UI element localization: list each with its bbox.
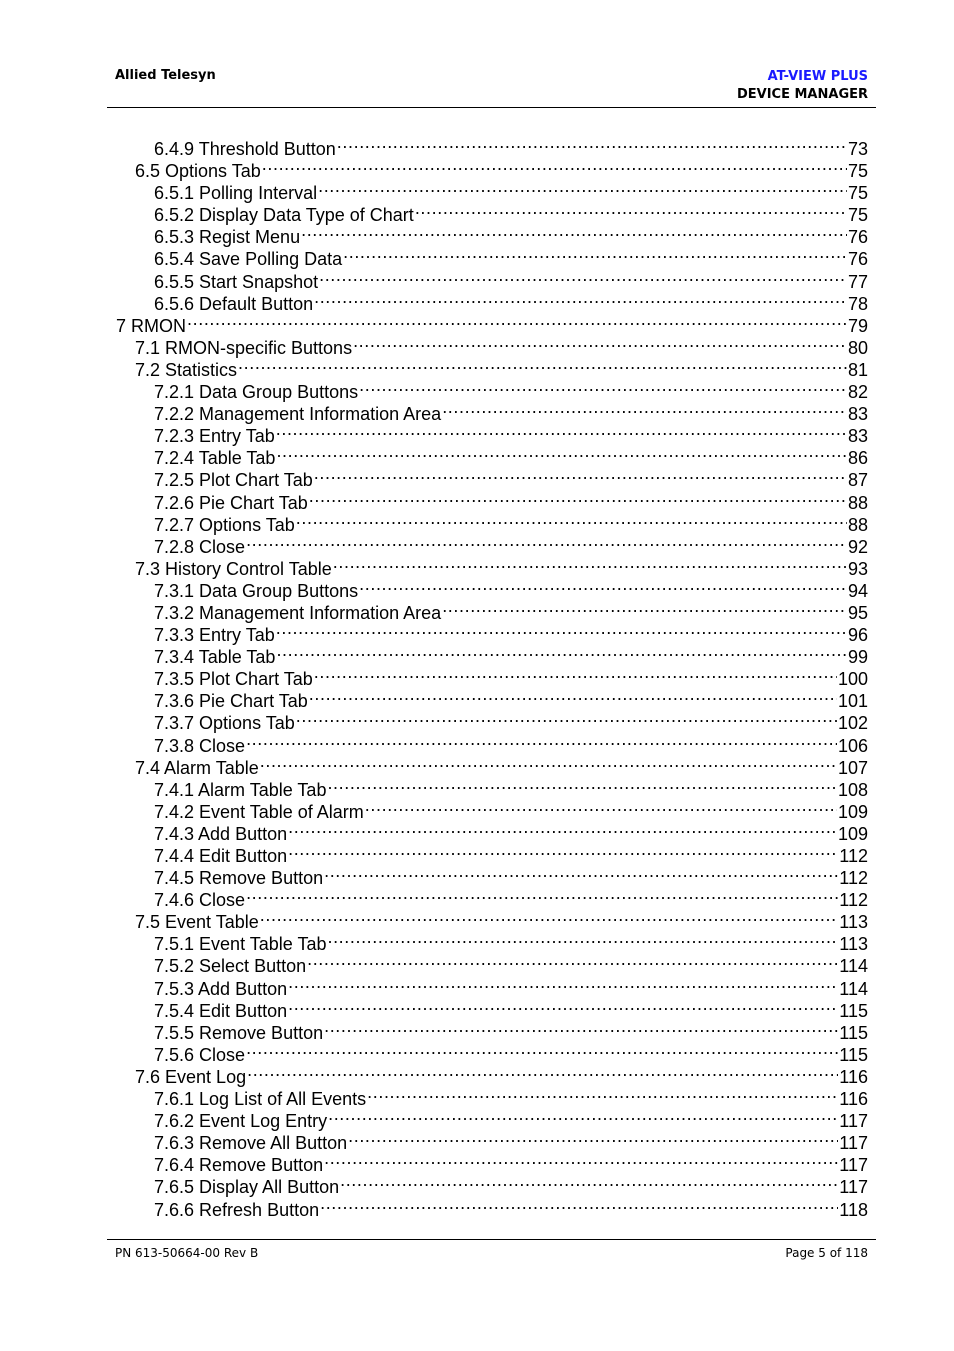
toc-entry-title: 7.6.5 Display All Button <box>154 1177 340 1198</box>
toc-entry-title: 7.4.4 Edit Button <box>154 846 288 866</box>
toc-entry-page: 117 <box>839 1111 868 1132</box>
toc-entry-title: 7.5 Event Table <box>135 912 259 933</box>
toc-entry-title: 7.3.3 Entry Tab <box>154 625 275 646</box>
toc-leader-dots <box>348 1127 838 1149</box>
toc-entry-page: 75 <box>847 161 868 182</box>
toc-entry-title: 7.3.7 Options Tab <box>154 713 295 734</box>
toc-leader-dots <box>288 973 838 995</box>
toc-entry-title: 7.6.6 Refresh Button <box>154 1199 320 1220</box>
page-footer <box>107 1239 876 1270</box>
toc-entry-page: 86 <box>847 448 868 469</box>
toc-leader-dots <box>238 354 847 376</box>
toc-leader-dots <box>359 376 847 398</box>
product-name <box>737 68 868 104</box>
toc-entry-page: 114 <box>839 978 868 999</box>
toc-entry-page: 79 <box>847 315 868 336</box>
toc-entry-title: 7.5.2 Select Button <box>154 956 307 977</box>
toc-leader-dots <box>324 1017 838 1039</box>
toc-leader-dots <box>288 818 837 840</box>
toc-entry-page: 82 <box>847 382 868 403</box>
toc-entry-title: 7.1 RMON-specific Buttons <box>135 337 353 358</box>
toc-entry-title: 7.5.5 Remove Button <box>154 1022 324 1043</box>
toc-leader-dots <box>260 906 839 928</box>
toc-entry-title: 7.4 Alarm Table <box>135 757 259 778</box>
toc-leader-dots <box>319 266 847 288</box>
toc-entry-title: 7.6.2 Event Log Entry <box>154 1111 328 1132</box>
toc-entry-title: 7.3.5 Plot Chart Tab <box>154 669 313 690</box>
toc-entry-title: 7.5.1 Event Table Tab <box>154 934 327 955</box>
toc-entry-page: 101 <box>837 691 868 712</box>
toc-entry-title: 6.5.4 Save Polling Data <box>154 249 343 270</box>
toc-entry-page: 112 <box>839 890 868 911</box>
toc-entry-title: 7.5.3 Add Button <box>154 978 288 999</box>
toc-entry-page: 96 <box>847 625 868 646</box>
toc-entry-page: 78 <box>847 293 868 314</box>
toc-entry-title: 7.3 History Control Table <box>135 558 332 579</box>
toc-entry-page: 99 <box>847 647 868 668</box>
toc-entry-title: 7.2.8 Close <box>154 536 246 557</box>
toc-entry[interactable] <box>107 310 868 336</box>
toc-leader-dots <box>327 928 838 950</box>
toc-leader-dots <box>442 398 847 420</box>
toc-leader-dots <box>288 840 838 862</box>
toc-entry-title: 6.5.2 Display Data Type of Chart <box>154 205 414 226</box>
toc-leader-dots <box>343 243 847 265</box>
toc-entry-title: 6.5.3 Regist Menu <box>154 227 301 248</box>
table-of-contents <box>107 133 868 1220</box>
toc-leader-dots <box>247 1061 838 1083</box>
toc-entry-title: 6.4.9 Threshold Button <box>154 139 336 159</box>
toc-entry-title: 6.5.6 Default Button <box>154 293 314 314</box>
toc-entry-page: 83 <box>847 426 868 447</box>
toc-entry-title: 7.3.6 Pie Chart Tab <box>154 691 308 712</box>
toc-entry-title: 7.4.6 Close <box>154 890 246 911</box>
toc-entry-page: 113 <box>839 934 868 955</box>
toc-entry-title: 7.4.2 Event Table of Alarm <box>154 801 364 822</box>
toc-entry-title: 7.6.1 Log List of All Events <box>154 1089 367 1110</box>
toc-entry-title: 7.6 Event Log <box>135 1066 247 1087</box>
toc-entry-page: 113 <box>839 912 868 933</box>
toc-entry-title: 7.2.2 Management Information Area <box>154 404 442 425</box>
toc-entry[interactable] <box>107 332 868 358</box>
toc-entry-page: 88 <box>847 514 868 535</box>
toc-entry-title: 7.6.3 Remove All Button <box>154 1133 348 1154</box>
toc-entry-page: 115 <box>839 1000 868 1021</box>
toc-entry-title: 7.3.4 Table Tab <box>154 647 276 668</box>
toc-entry-page: 106 <box>837 735 868 756</box>
toc-entry-title: 7.2.7 Options Tab <box>154 514 295 535</box>
toc-leader-dots <box>246 531 847 553</box>
toc-leader-dots <box>246 884 838 906</box>
toc-entry-page: 114 <box>839 956 868 977</box>
toc-leader-dots <box>260 752 837 774</box>
toc-entry-page: 75 <box>847 183 868 204</box>
toc-leader-dots <box>324 1149 838 1171</box>
toc-leader-dots <box>318 177 847 199</box>
toc-leader-dots <box>276 619 847 641</box>
toc-leader-dots <box>246 730 837 752</box>
toc-entry-page: 116 <box>839 1066 868 1087</box>
toc-entry-page: 112 <box>839 846 868 866</box>
toc-entry-page: 73 <box>847 139 868 159</box>
toc-entry-page: 102 <box>837 713 868 734</box>
toc-entry-title: 7.5.6 Close <box>154 1044 246 1065</box>
toc-entry-page: 107 <box>837 757 868 778</box>
toc-leader-dots <box>359 575 847 597</box>
toc-entry-page: 112 <box>839 868 868 889</box>
toc-leader-dots <box>288 995 838 1017</box>
company-name: Allied Telesyn <box>115 68 216 83</box>
toc-entry-page: 95 <box>847 602 868 623</box>
toc-entry-title: 7.2.3 Entry Tab <box>154 426 275 447</box>
toc-leader-dots <box>296 707 837 729</box>
toc-leader-dots <box>314 464 847 486</box>
toc-leader-dots <box>327 774 837 796</box>
toc-entry-page: 81 <box>847 359 868 380</box>
toc-entry-page: 117 <box>839 1177 868 1198</box>
toc-entry-title: 7.3.1 Data Group Buttons <box>154 580 359 601</box>
toc-entry-title: 7.2.1 Data Group Buttons <box>154 382 359 403</box>
toc-entry-page: 80 <box>847 337 868 358</box>
toc-leader-dots <box>307 950 838 972</box>
page-number: Page 5 of 118 <box>785 1246 868 1260</box>
toc-entry-page: 93 <box>847 558 868 579</box>
toc-leader-dots <box>328 1105 838 1127</box>
toc-entry-page: 117 <box>839 1155 868 1176</box>
toc-leader-dots <box>262 155 847 177</box>
toc-entry-page: 87 <box>847 470 868 491</box>
toc-entry[interactable] <box>107 133 868 159</box>
toc-entry-page: 115 <box>839 1044 868 1065</box>
toc-entry-title: 7.4.1 Alarm Table Tab <box>154 779 327 800</box>
toc-leader-dots <box>353 332 847 354</box>
toc-leader-dots <box>337 133 847 155</box>
product-line-1: AT-VIEW PLUS <box>767 69 868 84</box>
toc-leader-dots <box>442 597 847 619</box>
toc-entry-page: 94 <box>847 580 868 601</box>
toc-entry-page: 116 <box>839 1089 868 1110</box>
part-number: PN 613-50664-00 Rev B <box>115 1246 259 1260</box>
toc-leader-dots <box>314 288 847 310</box>
toc-leader-dots <box>187 310 847 332</box>
toc-entry-title: 7.3.2 Management Information Area <box>154 602 442 623</box>
toc-entry-page: 76 <box>847 249 868 270</box>
toc-entry-title: 7.6.4 Remove Button <box>154 1155 324 1176</box>
page-header <box>107 60 876 108</box>
toc-leader-dots <box>276 641 847 663</box>
toc-entry-page: 83 <box>847 404 868 425</box>
toc-leader-dots <box>246 1039 838 1061</box>
toc-entry-title: 7.2.4 Table Tab <box>154 448 276 469</box>
toc-entry-page: 109 <box>837 801 868 822</box>
toc-entry-title: 6.5.5 Start Snapshot <box>154 271 319 292</box>
toc-leader-dots <box>276 420 847 442</box>
toc-leader-dots <box>309 685 837 707</box>
toc-entry-title: 7.2 Statistics <box>135 359 238 380</box>
toc-leader-dots <box>309 487 847 509</box>
toc-leader-dots <box>276 442 847 464</box>
toc-entry-page: 118 <box>839 1199 868 1220</box>
toc-leader-dots <box>301 221 847 243</box>
toc-entry-page: 92 <box>847 536 868 557</box>
toc-entry-title: 7.4.5 Remove Button <box>154 868 324 889</box>
toc-entry-title: 7.3.8 Close <box>154 735 246 756</box>
toc-entry-page: 108 <box>837 779 868 800</box>
toc-entry-page: 75 <box>847 205 868 226</box>
toc-leader-dots <box>314 663 837 685</box>
toc-entry-page: 115 <box>839 1022 868 1043</box>
toc-entry-title: 7.5.4 Edit Button <box>154 1000 288 1021</box>
toc-entry-page: 100 <box>837 669 868 690</box>
toc-leader-dots <box>320 1194 838 1216</box>
toc-leader-dots <box>296 509 847 531</box>
toc-entry-page: 109 <box>837 823 868 844</box>
toc-entry-page: 77 <box>847 271 868 292</box>
toc-entry-title: 7.2.6 Pie Chart Tab <box>154 492 308 513</box>
toc-entry-title: 6.5 Options Tab <box>135 161 261 182</box>
toc-leader-dots <box>365 796 837 818</box>
toc-leader-dots <box>333 553 847 575</box>
toc-leader-dots <box>367 1083 838 1105</box>
toc-entry-title: 7 RMON <box>116 315 187 336</box>
toc-entry-page: 76 <box>847 227 868 248</box>
toc-leader-dots <box>340 1171 838 1193</box>
toc-entry-page: 117 <box>839 1133 868 1154</box>
toc-entry-title: 7.4.3 Add Button <box>154 823 288 844</box>
toc-entry-title: 6.5.1 Polling Interval <box>154 183 318 204</box>
product-line-2: DEVICE MANAGER <box>736 87 868 102</box>
toc-leader-dots <box>415 199 847 221</box>
toc-entry-page: 88 <box>847 492 868 513</box>
toc-entry-title: 7.2.5 Plot Chart Tab <box>154 470 313 491</box>
toc-leader-dots <box>324 862 838 884</box>
